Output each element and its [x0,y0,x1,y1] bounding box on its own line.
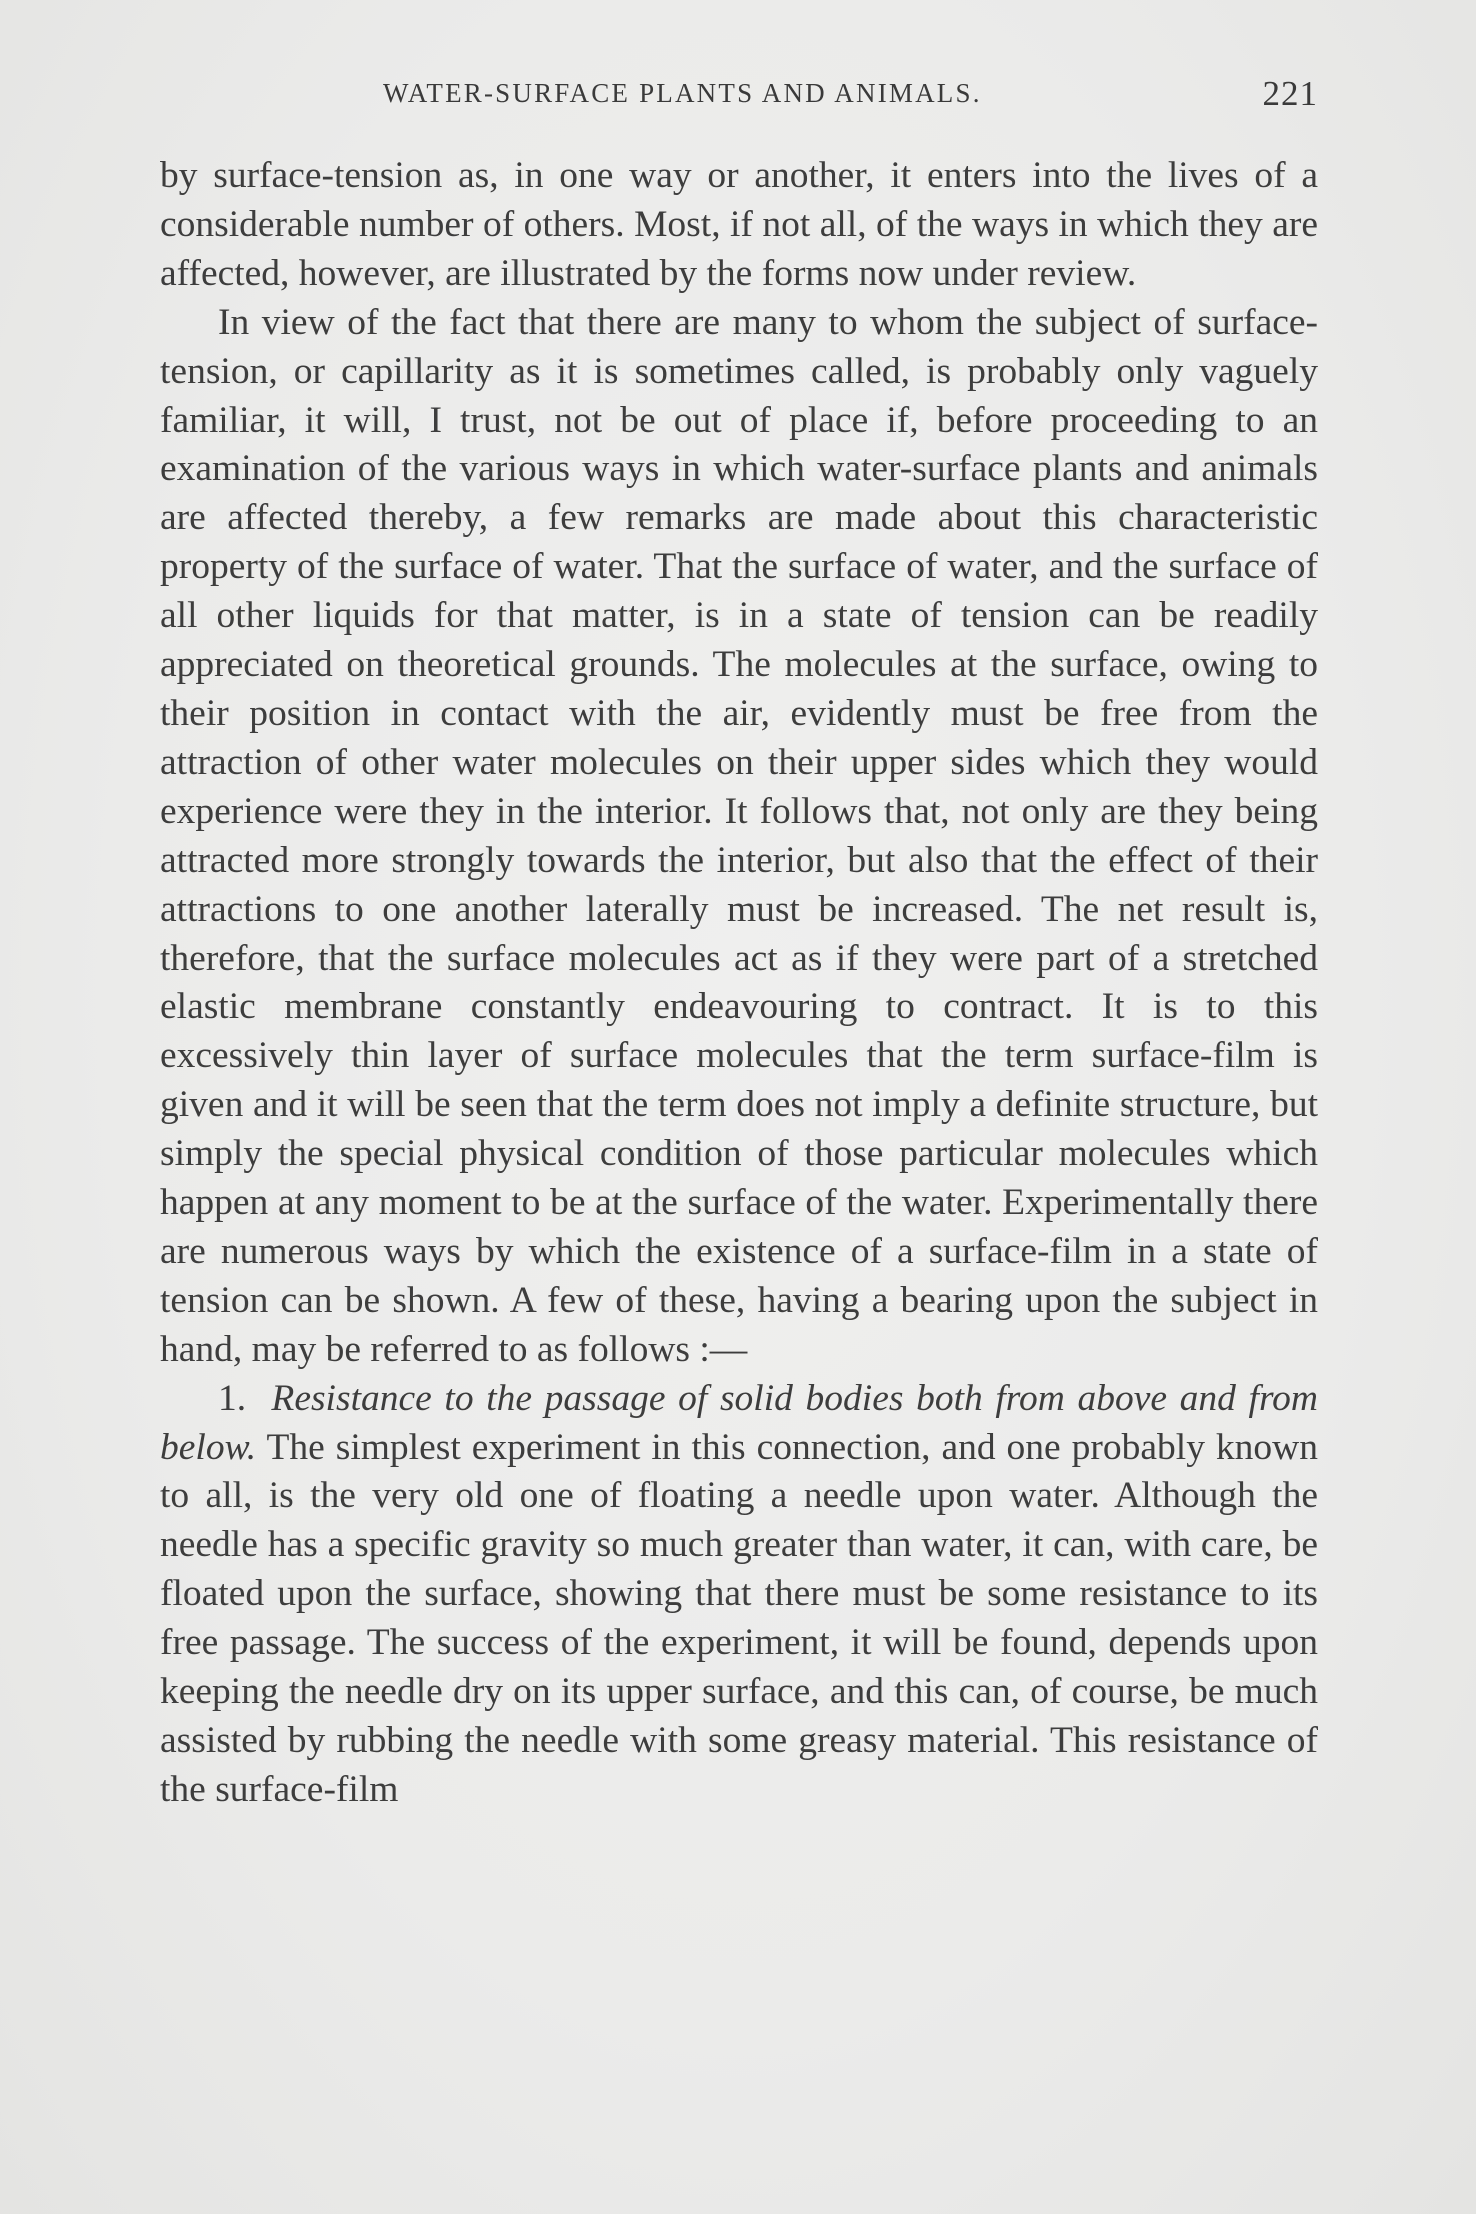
page-header [160,74,1318,118]
section-heading-italic: Resistance to the passage of solid bodies both from above and from below. [160,1377,1318,1468]
paragraph-3 [160,1375,1318,1815]
paragraph-2: In view of the fact that there are many to whom the subject of surface-tension, or capillarity as it is sometimes called, is probably only vaguely familiar, it will, I trust, not be out of place if, before proceeding to an examination of the various ways in which water-surface plants and animals are affected thereby, a few remarks are made about this characteristic property of the surface of water. That the surface of water, and the surface of all other liquids for that matter, is in a state of tension can be readily appreciated on theoretical grounds. The molecules at the surface, owing to their position in contact with the air, evidently must be free from the attraction of other water molecules on their upper sides which they would experience were they in the interior. It follows that, not only are they being attracted more strongly towards the interior, but also that the effect of their attractions to one another laterally must be increased. The net result is, therefore, that the surface molecules act as if they were part of a stretched elastic membrane constantly endeavouring to contract. It is to this excessively thin layer of surface molecules that the term surface-film is given and it will be seen that the term does not imply a definite structure, but simply the special physical condition of those particular molecules which happen at any moment to be at the surface of the water. Experimentally there are numerous ways by which the existence of a surface-film in a state of tension can be shown. A few of these, having a bearing upon the subject in hand, may be referred to as follows :— [160,301,1318,1370]
body-text [160,152,1318,1815]
page-number: 221 [1262,74,1318,113]
list-number: 1. [218,1377,247,1419]
paragraph-3-text: The simplest experiment in this connection, and one probably known to all, is the very old one of floating a needle upon water. Although the needle has a specific gravity so much greater than water, it can, with care, be floated upon the surface, showing that there must be some resistance to its free passage. The success of the experiment, it will be found, depends upon keeping the needle dry on its upper surface, and this can, of course, be much assisted by rubbing the needle with some greasy material. This resistance of the surface-film [160,1426,1319,1810]
running-title: WATER-SURFACE PLANTS AND ANIMALS. [383,78,982,108]
paragraph-1: by surface-tension as, in one way or another, it enters into the lives of a considerable number of others. Most, if not all, of the ways in which they are affected, however, are illustrated by the forms now under review. [160,155,1318,294]
